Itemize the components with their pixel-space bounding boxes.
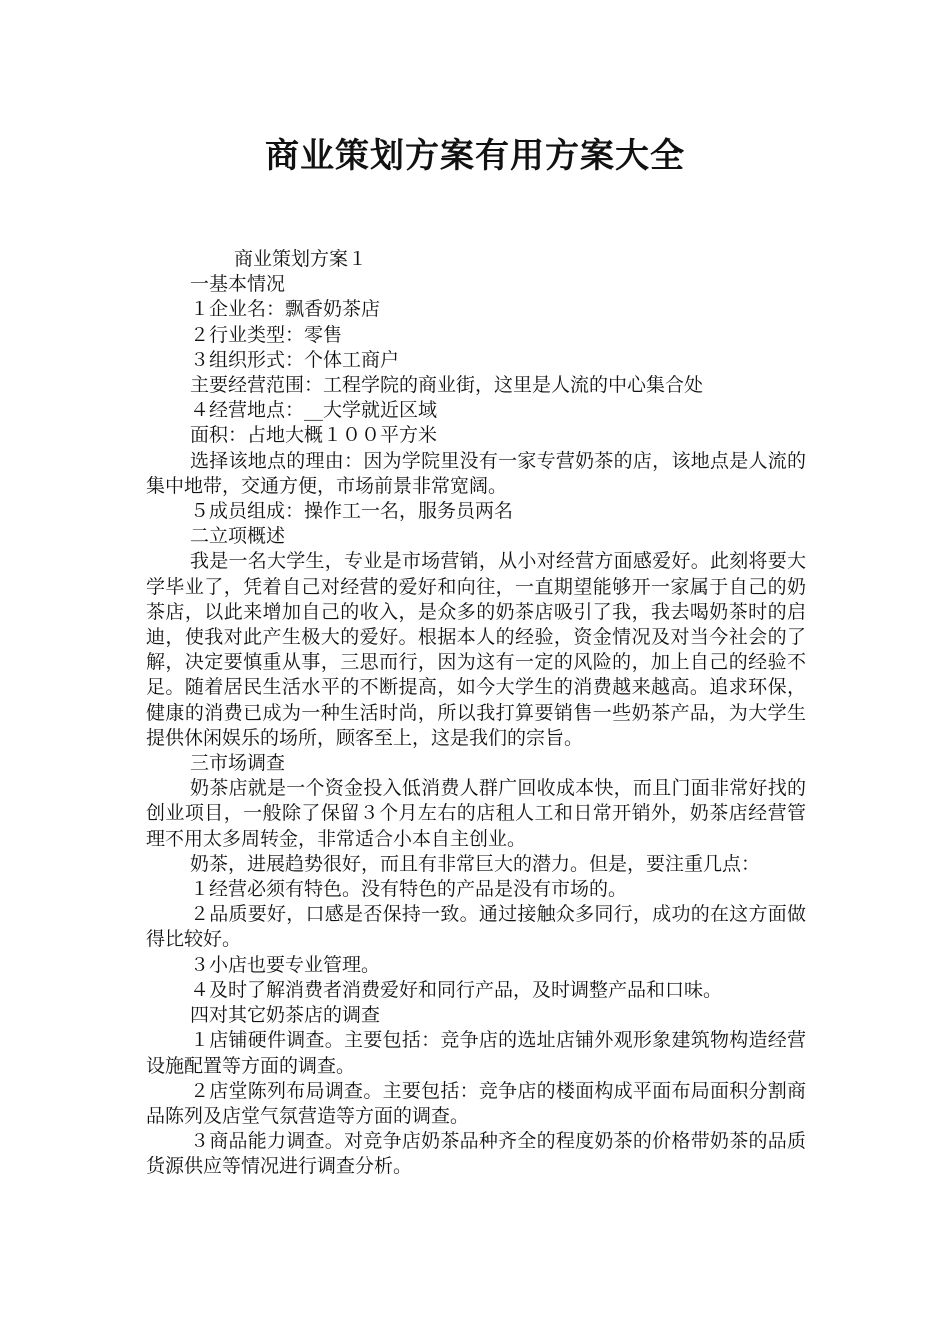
section-heading: 二立项概述 — [190, 525, 286, 548]
document-body — [146, 247, 806, 1180]
paragraph: ５成员组成：操作工一名，服务员两名 — [190, 500, 514, 523]
list-item: ４及时了解消费者消费爱好和同行产品，及时调整产品和口味。 — [190, 978, 723, 1001]
list-item: ３小店也要专业管理。 — [190, 953, 381, 976]
section-heading: 三市场调查 — [190, 752, 286, 775]
paragraph: 奶茶店就是一个资金投入低消费人群广回收成本快，而且门面非常好找的创业项目，一般除了保留３个月左右的店租人工和日常开销外，奶茶店经营管理不用太多周转金，非常适合小本自主创业。 — [146, 777, 806, 850]
list-item: ２店堂陈列布局调查。主要包括：竞争店的楼面构成平面布局面积分割商品陈列及店堂气氛营造等方面的调查。 — [146, 1079, 806, 1127]
paragraph: 选择该地点的理由：因为学院里没有一家专营奶茶的店，该地点是人流的集中地带，交通方便，市场前景非常宽阔。 — [146, 449, 806, 497]
paragraph: ３组织形式：个体工商户 — [190, 348, 400, 371]
section-heading: 四对其它奶茶店的调查 — [190, 1004, 381, 1027]
list-item: ２品质要好，口感是否保持一致。通过接触众多同行，成功的在这方面做得比较好。 — [146, 903, 806, 951]
paragraph: ４经营地点：__大学就近区域 — [190, 399, 438, 422]
list-item: ３商品能力调查。对竞争店奶茶品种齐全的程度奶茶的价格带奶茶的品质货源供应等情况进行调查分析。 — [146, 1130, 806, 1178]
paragraph: 面积：占地大概１００平方米 — [190, 424, 438, 447]
section-heading: 一基本情况 — [190, 273, 286, 296]
paragraph: 主要经营范围：工程学院的商业街，这里是人流的中心集合处 — [190, 374, 704, 397]
list-item: １经营必须有特色。没有特色的产品是没有市场的。 — [190, 878, 628, 901]
document-title: 商业策划方案有用方案大全 — [265, 136, 685, 176]
paragraph: ２行业类型：零售 — [190, 323, 343, 346]
list-item: １店铺硬件调查。主要包括：竞争店的选址店铺外观形象建筑物构造经营设施配置等方面的调查。 — [146, 1029, 806, 1077]
paragraph: 奶茶，进展趋势很好，而且有非常巨大的潜力。但是，要注重几点： — [190, 852, 761, 875]
section-subtitle: 商业策划方案１ — [234, 248, 368, 270]
paragraph: １企业名：飘香奶茶店 — [190, 298, 381, 321]
paragraph: 我是一名大学生，专业是市场营销，从小对经营方面感爱好。此刻将要大学毕业了，凭着自己对经营的爱好和向往，一直期望能够开一家属于自己的奶茶店，以此来增加自己的收入，是众多的奶茶店吸引了我，我去喝奶茶时的启迪，使我对此产生极大的爱好。根据本人的经验，资金情况及对当今社会的了解，决定要慎重从事，三思而行，因为这有一定的风险的，加上自己的经验不足。随着居民生活水平的不断提高，如今大学生的消费越来越高。追求环保，健康的消费已成为一种生活时尚，所以我打算要销售一些奶茶产品，为大学生提供休闲娱乐的场所，顾客至上，这是我们的宗旨。 — [146, 550, 806, 749]
